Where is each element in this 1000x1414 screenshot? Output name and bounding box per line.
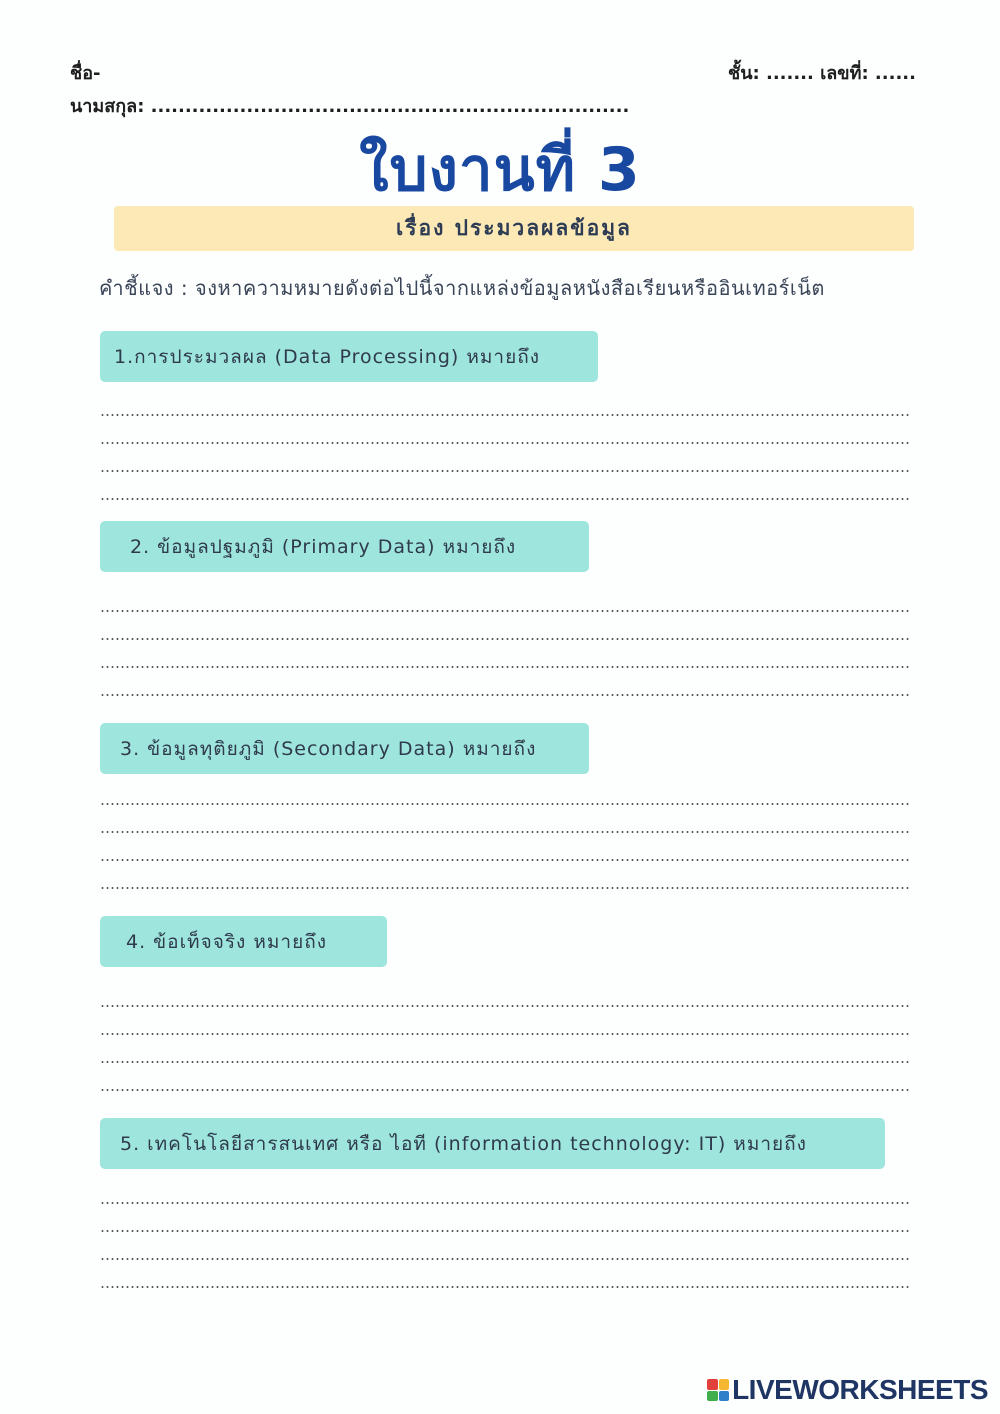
question-5-label: 5. เทคโนโลยีสารสนเทศ หรือ ไอที (information technology: IT) หมายถึง [120,1132,807,1155]
question-5-box [100,1118,885,1169]
class-number-field[interactable]: ชั้น: ....... เลขที่: ...... [728,63,916,84]
answer-line[interactable] [100,414,910,416]
answer-line[interactable] [100,1230,910,1232]
surname-field[interactable]: นามสกุล: ...................................................................... [70,96,630,117]
answer-line[interactable] [100,1202,910,1204]
answer-line[interactable] [100,831,910,833]
question-3-label: 3. ข้อมูลทุติยภูมิ (Secondary Data) หมายถึง [120,737,537,760]
question-1-label: 1.การประมวลผล (Data Processing) หมายถึง [114,345,540,368]
liveworksheets-logo[interactable] [707,1374,988,1406]
answer-line[interactable] [100,1033,910,1035]
liveworksheets-logo-icon [707,1379,729,1401]
question-2-label: 2. ข้อมูลปฐมภูมิ (Primary Data) หมายถึง [130,535,517,558]
question-1-box [100,331,598,382]
answer-line[interactable] [100,442,910,444]
answer-line[interactable] [100,1286,910,1288]
question-3-box [100,723,589,774]
name-label: ชื่อ- [70,63,101,84]
answer-line[interactable] [100,859,910,861]
answer-line[interactable] [100,694,910,696]
answer-line[interactable] [100,666,910,668]
answer-line[interactable] [100,803,910,805]
subject-text: เรื่อง ประมวลผลข้อมูล [396,216,632,240]
answer-line[interactable] [100,1005,910,1007]
subject-banner [114,206,914,251]
answer-line[interactable] [100,610,910,612]
question-4-box [100,916,387,967]
answer-line[interactable] [100,470,910,472]
instruction-text: คำชี้แจง : จงหาความหมายดังต่อไปนี้จากแหล่งข้อมูลหนังสือเรียนหรืออินเทอร์เน็ต [99,276,825,300]
answer-line[interactable] [100,498,910,500]
worksheet-title: ใบงานที่ 3 [359,135,641,205]
question-4-label: 4. ข้อเท็จจริง หมายถึง [126,930,328,953]
logo-text: LIVEWORKSHEETS [732,1374,988,1405]
answer-line[interactable] [100,1089,910,1091]
answer-line[interactable] [100,1061,910,1063]
answer-line[interactable] [100,1258,910,1260]
answer-line[interactable] [100,887,910,889]
question-2-box [100,521,589,572]
answer-line[interactable] [100,638,910,640]
